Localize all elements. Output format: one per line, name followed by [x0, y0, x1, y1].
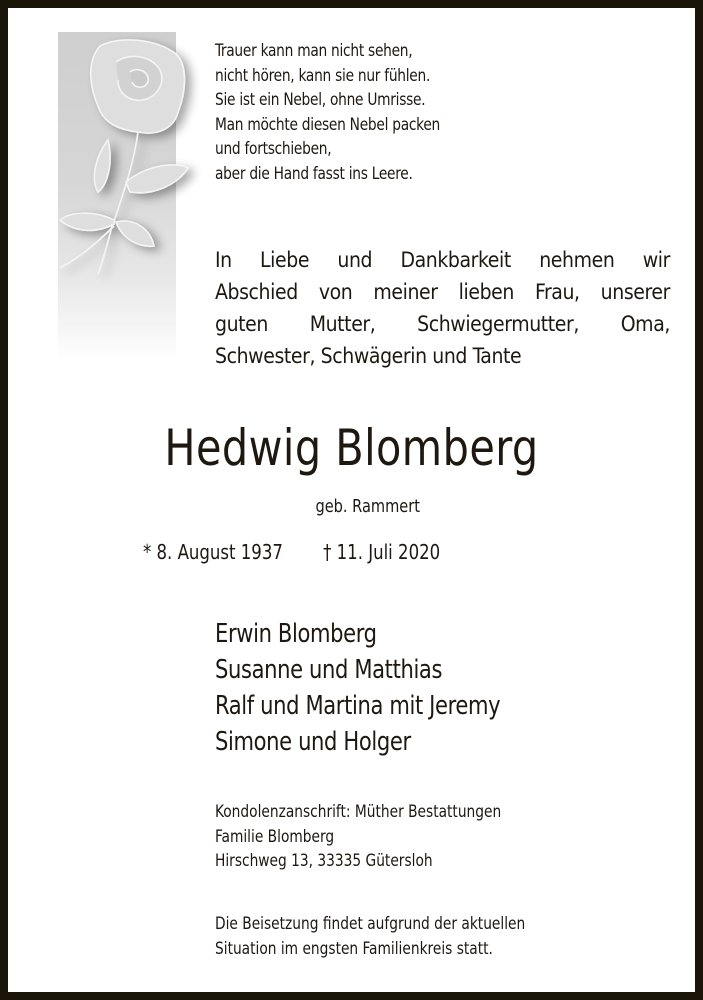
- address-line: Hirschweg 13, 33335 Gütersloh: [215, 851, 433, 871]
- notice-line: Die Beisetzung findet aufgrund der aktuellen: [215, 914, 526, 934]
- poem-line: nicht hören, kann sie nur fühlen.: [215, 65, 431, 86]
- intro-word: Abschied: [215, 280, 298, 304]
- notice-line: Situation im engsten Familienkreis statt.: [215, 938, 493, 959]
- condolence-address: [215, 800, 501, 874]
- intro-word: Liebe: [260, 248, 310, 272]
- address-line: Kondolenzanschrift: Müther Bestattungen: [215, 802, 502, 822]
- poem-line: und fortschieben,: [215, 139, 332, 159]
- intro-line: [215, 244, 670, 276]
- life-dates: [143, 538, 529, 566]
- intro-word: nehmen: [539, 248, 615, 272]
- maiden-name: geb. Rammert: [315, 496, 420, 517]
- death-date: † 11. Juli 2020: [323, 540, 441, 564]
- intro-text: [215, 244, 670, 372]
- rose-icon: [38, 32, 208, 292]
- obituary-card: [8, 8, 695, 992]
- intro-line: [215, 340, 670, 372]
- birth-date: * 8. August 1937: [143, 540, 283, 564]
- mourner: Ralf und Martina mit Jeremy: [215, 691, 501, 721]
- intro-word: unserer: [600, 280, 670, 304]
- intro-word: Oma,: [620, 312, 670, 336]
- intro-word: und: [337, 248, 373, 272]
- intro-word: meiner: [373, 280, 438, 304]
- funeral-notice: [215, 912, 525, 961]
- address-line: Familie Blomberg: [215, 826, 335, 847]
- intro-line: [215, 308, 670, 340]
- poem: [215, 39, 557, 186]
- intro-word: Dankbarkeit: [400, 248, 511, 272]
- poem-line: Man möchte diesen Nebel packen: [215, 114, 440, 135]
- mourner: Simone und Holger: [215, 727, 411, 757]
- intro-word: wir: [642, 248, 670, 272]
- rose-image: [58, 32, 176, 362]
- intro-word: In: [215, 248, 232, 272]
- intro-word: Mutter,: [309, 312, 376, 336]
- intro-word: von: [318, 280, 353, 304]
- intro-line: [215, 276, 670, 308]
- intro-word: Schwiegermutter,: [417, 312, 579, 336]
- intro-word: Frau,: [535, 280, 580, 304]
- intro-word: Schwester, Schwägerin und Tante: [215, 344, 522, 368]
- mourner: Susanne und Matthias: [215, 655, 443, 685]
- poem-line: Trauer kann man nicht sehen,: [215, 41, 413, 61]
- intro-word: guten: [215, 312, 268, 336]
- poem-line: Sie ist ein Nebel, ohne Umrisse.: [215, 90, 426, 110]
- poem-line: aber die Hand fasst ins Leere.: [215, 163, 413, 184]
- deceased-name: Hedwig Blomberg: [164, 419, 539, 477]
- mourner: Erwin Blomberg: [215, 619, 377, 649]
- mourners-list: [215, 616, 500, 760]
- intro-word: lieben: [458, 280, 514, 304]
